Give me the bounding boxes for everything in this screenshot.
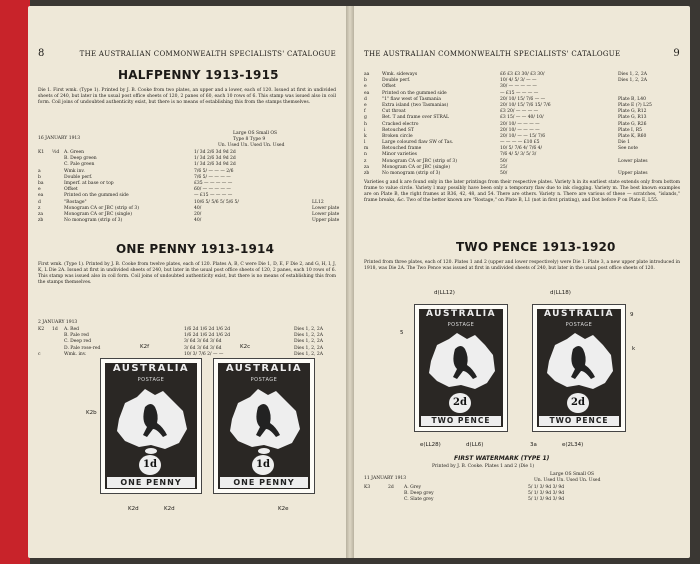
row-prices: 10/6 5/ 5/6 5/ 5/6 5/: [194, 199, 239, 205]
row-den: [52, 218, 64, 224]
row-den: ½d: [52, 150, 60, 155]
row-code: K2: [38, 327, 45, 332]
row-code: K1: [38, 150, 45, 155]
row-den: 2d: [388, 485, 394, 490]
annotation-label: K2d: [164, 506, 175, 512]
two-pence-intro: Printed from three plates, each of 120. Plates 1 and 2 (upper and lower respectively) were Die 1. Plate 3, a new upper plate introduced in 1918, was Die 2A. The Two Pence was issued at first in undivided sheets of 240, but later in the usual post office sheets of 120.: [364, 260, 680, 271]
row-prices: — £15 — — — —: [500, 90, 539, 96]
row-note: Plate G, R26: [618, 121, 647, 127]
row-prices: 1/6 2d 1/6 2d 1/6 2d: [184, 327, 231, 332]
row-note: Plate G, R13: [618, 115, 647, 121]
halfpenny-col-head-1: Large OS Small OS: [233, 131, 278, 136]
row-desc: Monogram CA or JBC (strip of 3): [382, 158, 458, 164]
row-code: b: [364, 78, 367, 84]
running-head-title: THE AUSTRALIAN COMMONWEALTH SPECIALISTS' CATALOGUE: [79, 50, 336, 58]
book-cover-edge: [0, 0, 30, 564]
row-code: ea: [364, 90, 370, 96]
row-prices: 30/ — — — — —: [500, 84, 537, 90]
row-desc: Printed on the gummed side: [64, 193, 129, 199]
varieties-notes: Varieties g and k are found only in the later printings from their respective plates. Variety h in its earliest state extends only from bottom frame to value circle. Variety l may possibly have been only a temporary flaw due to ink clogging. Variety m. The best known examples are on Plate B, the right frames at R36, 42, 48, and 54. There are others. Variety n. There are various of these — scratches, "islands," frame breaks, &c. Two of the better known are "Rostage," on Plate B, L1 (not in first printing), and Dot before P on Plate E, L55.: [364, 180, 680, 203]
row-note: See note: [618, 146, 638, 152]
row-note: Dies 1, 2, 2A: [294, 333, 324, 339]
row-desc: Monogram CA or JBC (single): [382, 164, 450, 170]
one-penny-stamp-left: [100, 358, 202, 494]
australia-map-kangaroo-icon: [111, 385, 191, 455]
row-den: [52, 352, 64, 358]
row-desc: Wmk. sideways: [382, 72, 418, 77]
row-desc: B. Pale red: [64, 333, 89, 339]
row-code: z: [38, 205, 41, 211]
row-desc: "Rostage": [64, 199, 87, 205]
stamp-postage: POSTAGE: [447, 322, 475, 328]
annotation-label: 9: [630, 312, 634, 318]
row-desc: Printed on the gummed side: [382, 90, 447, 96]
row-prices: 1/ 3d 2/6 3d 9d 2d: [194, 156, 236, 162]
catalogue-row: [38, 352, 338, 358]
row-note: Plate E (?) L25: [618, 102, 652, 108]
row-desc: B. Deep green: [64, 156, 97, 162]
right-page: [354, 6, 690, 558]
stamp-title: AUSTRALIA: [225, 363, 303, 374]
row-desc: A. Grey: [404, 485, 422, 490]
annotation-label: e(2L34): [562, 442, 584, 448]
two-pence-stamp-right: [532, 304, 626, 432]
row-prices: 20/ 10/ — — — —: [500, 121, 540, 127]
row-note: Lower plates: [618, 158, 648, 164]
stamp-bottom-label: ONE PENNY: [220, 477, 308, 488]
row-prices: 3/ 6d 3/ 6d 3/ 6d: [184, 345, 222, 351]
annotation-label: e(LL28): [420, 442, 441, 448]
row-note: Plate B, L40: [618, 96, 646, 102]
row-code: a: [38, 168, 41, 174]
row-prices: 20/ 10/ — — 15/ 7/6: [500, 133, 546, 139]
row-prices: £35 — — — — —: [194, 180, 233, 186]
row-desc: Double perf.: [382, 78, 411, 84]
row-desc: Wmk inv.: [64, 168, 85, 174]
australia-map-kangaroo-icon: [423, 329, 499, 395]
row-desc: Retouched frame: [382, 146, 422, 152]
row-desc: Cut throat: [382, 109, 406, 115]
australia-map-kangaroo-icon: [224, 385, 304, 455]
row-prices: 7/6 4/ 5/ 3/ 5/ 3/: [500, 152, 537, 158]
row-prices: 1/ 3d 2/6 3d 9d 2d: [194, 150, 236, 155]
row-code: zb: [38, 218, 44, 224]
halfpenny-col-head-2: Type 8 Type 9: [233, 137, 266, 142]
row-prices: 10/ 5/ 7/6 4/ 7/6 4/: [500, 146, 543, 152]
row-desc: Minor varieties: [382, 152, 417, 158]
row-code: e: [364, 84, 367, 90]
row-note: Lower plate: [312, 211, 340, 217]
row-note: Upper plate: [312, 218, 340, 224]
row-code: e: [38, 187, 41, 193]
stamp-bottom-label: TWO PENCE: [421, 416, 501, 426]
stamp-postage: POSTAGE: [565, 322, 593, 328]
row-note: Dies 1, 2, 2A: [294, 351, 324, 357]
one-penny-varieties-table: [364, 72, 682, 177]
halfpenny-price-table: [38, 150, 338, 224]
row-desc: Offset: [64, 187, 78, 193]
row-note: Dies 1, 2, 2A: [294, 345, 324, 351]
halfpenny-date: 16 JANUARY 1913: [38, 136, 81, 141]
row-prices: 1/6 2d 1/6 2d 1/6 2d: [184, 333, 231, 339]
row-desc: D. Pale rose-red: [64, 345, 101, 351]
row-prices: 1/ 3d 2/6 3d 9d 2d: [194, 162, 236, 168]
row-note: LL12: [312, 199, 324, 205]
row-note: Dies 1, 2, 2A: [294, 327, 324, 332]
row-prices: 10/ 4/ 5/ 3/ — —: [500, 78, 537, 84]
row-prices: 20/ 10/ 15/ 7/6 15/ 7/6: [500, 102, 551, 108]
row-desc: Broken circle: [382, 133, 413, 139]
section-heading-two-pence: TWO PENCE 1913-1920: [456, 240, 616, 254]
row-code: h: [364, 121, 367, 127]
stamp-postage: POSTAGE: [137, 377, 165, 383]
two-pence-col-head-2: Un. Used Un. Used Un. Used: [534, 478, 601, 483]
two-pence-price-table: [364, 485, 680, 504]
row-note: [648, 497, 678, 503]
row-code: [364, 497, 388, 503]
watermark-subcaption: Printed by J. B. Cooke. Plates 1 and 2 (Die 1): [432, 464, 535, 469]
row-code: i: [364, 127, 366, 133]
two-pence-stamp-left: [414, 304, 508, 432]
annotation-label: d(LL6): [466, 442, 484, 448]
row-code: n: [364, 152, 367, 158]
stamp-value: 1d: [252, 455, 274, 475]
row-code: d: [364, 96, 367, 102]
catalogue-row: [364, 171, 682, 177]
row-prices: 60/ — — — — —: [194, 187, 231, 193]
row-desc: Bet. T and frame over STRAL: [382, 115, 450, 121]
row-code: l: [364, 140, 366, 146]
stamp-title: AUSTRALIA: [543, 309, 615, 319]
row-desc: Retouched ST: [382, 127, 414, 133]
two-pence-col-head-1: Large OS Small OS: [550, 472, 595, 477]
annotation-label: K2b: [86, 410, 97, 416]
row-desc: No monogram (strip of 3): [64, 218, 123, 224]
row-den: 1d: [52, 327, 58, 332]
row-desc: Offset: [382, 84, 396, 90]
row-code: z: [364, 158, 367, 164]
annotation-label: K2f: [140, 344, 150, 350]
right-running-head: [364, 48, 680, 59]
one-penny-stamp-right: [213, 358, 315, 494]
row-code: c: [38, 351, 41, 357]
row-prices: £6 £3 £3 30/ £3 30/: [500, 72, 545, 77]
annotation-label: 5: [400, 330, 404, 336]
row-code: za: [38, 211, 44, 217]
halfpenny-col-head-3: Un. Used Un. Used Un. Used: [218, 143, 285, 148]
row-prices: — £15 — — — —: [194, 193, 233, 199]
page-number: 9: [673, 48, 680, 59]
stamp-postage: POSTAGE: [250, 377, 278, 383]
catalogue-row: [38, 218, 338, 224]
halfpenny-intro: Die 1. First wmk. (Type 1). Printed by J. B. Cooke from two plates, an upper and a lower, each of 120. Issued at first in undivided sheets of 240, but later in the usual post office sheets of 120, 2 panes of 60, each 10 rows of 6. This stamp was issued also in coil form. Coil joins of undoubted authenticity exist, but there is no means of establishing this from the stamps themselves.: [38, 88, 336, 105]
row-note: Die 1: [618, 140, 631, 146]
row-desc: Wmk. inv.: [64, 351, 87, 357]
row-desc: B. Deep grey: [404, 491, 434, 497]
two-pence-date: 11 JANUARY 1913: [364, 476, 407, 481]
row-prices: 20/ 10/ 15/ 7/6 — —: [500, 96, 546, 102]
row-note: Upper plates: [618, 171, 648, 176]
row-code: zb: [364, 171, 370, 176]
row-prices: 5/ 1/ 3/ 9d 3/ 9d: [528, 491, 565, 497]
row-prices: 20/ 10/ — — — —: [500, 127, 540, 133]
row-desc: Extra island (two Tasmanias): [382, 102, 449, 108]
one-penny-price-table: [38, 327, 338, 358]
row-prices: 5/ 1/ 3/ 9d 3/ 9d: [528, 497, 565, 503]
one-penny-intro: First wmk. (Type 1). Printed by J. B. Cooke from twelve plates, each of 120. Plates A, B, C were Die 1, D, E, F Die 2, and G, H, I, J, K, L Die 2A. Issued at first in undivided sheets of 240, but later in the usual post office sheets of 120, 2 panes, each 10 rows of 6. This stamp was issued also in coil form. Coil joins of undoubted authenticity exist, but there is no means of establishing this from the stamps themselves.: [38, 262, 336, 285]
left-page: [28, 6, 346, 558]
row-code: ba: [38, 180, 44, 186]
row-code: d: [38, 199, 41, 205]
stamp-title: AUSTRALIA: [112, 363, 190, 374]
australia-map-kangaroo-icon: [541, 329, 617, 395]
row-desc: A. Red: [64, 327, 80, 332]
row-prices: £3 15/ — — 40/ 10/: [500, 115, 544, 121]
row-note: Dies 1, 2, 2A: [294, 339, 324, 345]
row-note: Dies 1, 2, 2A: [618, 78, 648, 84]
row-code: za: [364, 164, 370, 170]
row-code: g: [364, 115, 367, 121]
annotation-label: k: [632, 346, 636, 352]
row-code: b: [38, 174, 41, 180]
row-desc: Double perf.: [64, 174, 93, 180]
row-prices: — — — — £10 £5: [500, 140, 540, 146]
row-desc: Monogram CA or JBC (strip of 3): [64, 205, 140, 211]
row-note: Plate I, R5: [618, 127, 642, 133]
row-desc: Large coloured flaw SW of Tas.: [382, 140, 454, 146]
row-code: m: [364, 146, 369, 152]
row-code: e: [364, 102, 367, 108]
row-prices: 7/6 5/ — — — —: [194, 174, 231, 180]
stamp-title: AUSTRALIA: [425, 309, 497, 319]
row-prices: 25/: [500, 164, 508, 170]
row-prices: £3 20/ — — — —: [500, 109, 539, 115]
annotation-label: 3a: [530, 442, 537, 448]
one-penny-date: 2 JANUARY 1913: [38, 320, 78, 325]
row-code: aa: [364, 72, 370, 77]
row-prices: 10/ 3/ 7/6 2/ — —: [184, 351, 224, 357]
stamp-value: 2d: [449, 393, 471, 413]
row-note: Lower plate: [312, 205, 340, 211]
catalogue-row: [364, 497, 680, 503]
stamp-value: 1d: [139, 455, 161, 475]
row-note: Dies 1, 2, 2A: [618, 72, 648, 77]
row-note: Plate K, R60: [618, 133, 647, 139]
page-number: 8: [38, 48, 45, 59]
row-desc: Imperf. at base or top: [64, 180, 114, 186]
row-den: [388, 497, 404, 503]
annotation-label: K2d: [128, 506, 139, 512]
row-prices: 50/: [500, 158, 508, 164]
section-heading-halfpenny: HALFPENNY 1913-1915: [118, 68, 279, 82]
row-prices: 20/: [194, 211, 202, 217]
row-code: K3: [364, 485, 371, 490]
row-prices: 50/: [500, 171, 508, 176]
row-prices: 40/: [194, 218, 202, 224]
row-desc: C. Slate grey: [404, 497, 434, 503]
book-gutter: [346, 6, 354, 558]
row-desc: C. Deep red: [64, 339, 92, 345]
row-desc: No monogram (strip of 3): [382, 171, 441, 176]
stamp-bottom-label: ONE PENNY: [107, 477, 195, 488]
annotation-label: d(LL12): [434, 290, 455, 296]
row-prices: 40/: [194, 205, 202, 211]
section-heading-one-penny: ONE PENNY 1913-1914: [116, 242, 275, 256]
row-note: Plate G, R12: [618, 109, 647, 115]
row-code: ea: [38, 193, 44, 199]
stamp-value: 2d: [567, 393, 589, 413]
row-desc: C. Pale green: [64, 162, 95, 168]
row-code: k: [364, 133, 367, 139]
row-prices: 5/ 1/ 3/ 9d 3/ 9d: [528, 485, 565, 490]
row-desc: Cracked electro: [382, 121, 419, 127]
running-head-title: THE AUSTRALIAN COMMONWEALTH SPECIALISTS' CATALOGUE: [364, 50, 621, 58]
stamp-bottom-label: TWO PENCE: [539, 416, 619, 426]
annotation-label: K2e: [278, 506, 289, 512]
row-prices: 3/ 6d 3/ 6d 3/ 6d: [184, 339, 222, 345]
annotation-label: K2c: [240, 344, 251, 350]
annotation-label: d(LL18): [550, 290, 571, 296]
left-running-head: [38, 48, 336, 59]
row-desc: "1" flaw west of Tasmania: [382, 96, 441, 102]
row-code: f: [364, 109, 366, 115]
row-desc: A. Green: [64, 150, 85, 155]
watermark-caption: FIRST WATERMARK (TYPE 1): [454, 455, 550, 462]
row-desc: Monogram CA or JBC (single): [64, 211, 132, 217]
row-prices: 7/6 5/ — — — 2/6: [194, 168, 234, 174]
